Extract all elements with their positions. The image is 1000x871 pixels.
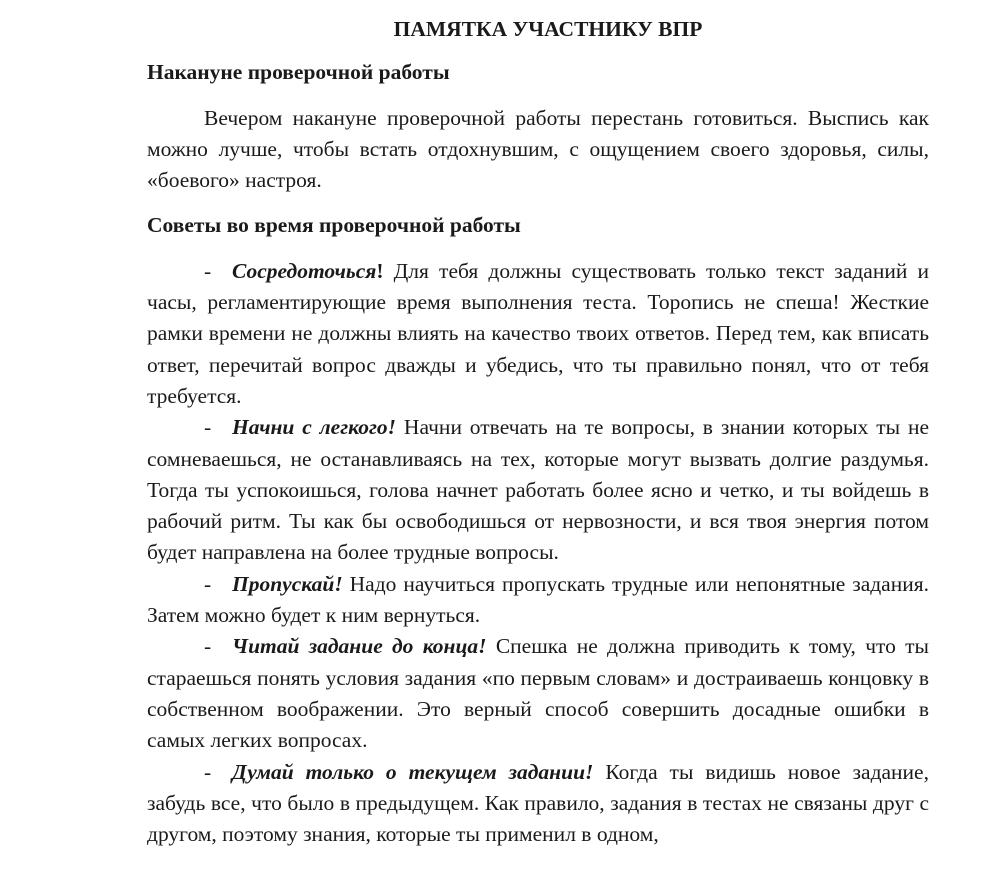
tip-dash: - bbox=[204, 258, 212, 283]
tip-text: Когда ты видишь новое задание, забудь все, что было в предыдущем. Как правило, задания в тестах не связаны друг с другом, поэтому знания, которые ты применил в одном, bbox=[147, 759, 929, 847]
tip-lead: Думай только о текущем задании! bbox=[232, 759, 594, 784]
paragraph-before-test: Вечером накануне проверочной работы перестань готовиться. Выспись как можно лучше, чтобы встать отдохнувшим, с ощущением своего здоровья, силы, «боевого» настроя. bbox=[147, 105, 929, 193]
tip-lead: Начни с легкого! bbox=[232, 415, 397, 440]
tip-lead: Пропускай! bbox=[232, 571, 343, 596]
tip-dash: - bbox=[204, 571, 212, 596]
tip-text: Начни отвечать на те вопросы, в знании которых ты не сомневаешься, не останавливаясь на тех, которые могут вызвать долгие раздумья. Тогда ты успокоишься, голова начнет работать более ясно и четко, и ты войдешь в рабочий ритм. Ты как бы освободишься от нервозности, и вся твоя энергия потом будет направлена на более трудные вопросы. bbox=[147, 415, 929, 565]
section-heading-before-test: Накануне проверочной работы bbox=[147, 60, 450, 85]
tip-lead-end: ! bbox=[376, 258, 384, 283]
tip-item-read-to-end bbox=[147, 631, 929, 756]
tip-item-skip bbox=[147, 569, 929, 632]
section-heading-during-test: Советы во время проверочной работы bbox=[147, 213, 521, 238]
tip-dash: - bbox=[204, 634, 212, 659]
tip-item-start-easy bbox=[147, 412, 929, 568]
tip-dash: - bbox=[204, 415, 212, 440]
tip-lead: Сосредоточься bbox=[232, 258, 377, 283]
document-title: ПАМЯТКА УЧАСТНИКУ ВПР bbox=[393, 17, 703, 41]
tip-text: Спешка не должна приводить к тому, что ты стараешься понять условия задания «по первым словам» и достраиваешь концовку в собственном воображении. Это верный способ совершить досадные ошибки в самых легких вопросах. bbox=[147, 634, 929, 753]
tip-text: Надо научиться пропускать трудные или непонятные задания. Затем можно будет к ним вернуться. bbox=[147, 571, 929, 628]
tip-text: Для тебя должны существовать только текст заданий и часы, регламентирующие время выполнения теста. Торопись не спеша! Жесткие рамки времени не должны влиять на качество твоих ответов. Перед тем, как вписать ответ, перечитай вопрос дважды и убедись, что ты правильно понял, что от тебя требуется. bbox=[147, 258, 929, 408]
tip-dash: - bbox=[204, 759, 212, 784]
document-page bbox=[147, 14, 929, 850]
tip-item-current-task bbox=[147, 757, 929, 851]
tip-item-concentrate bbox=[147, 256, 929, 412]
tip-lead: Читай задание до конца! bbox=[232, 634, 487, 659]
